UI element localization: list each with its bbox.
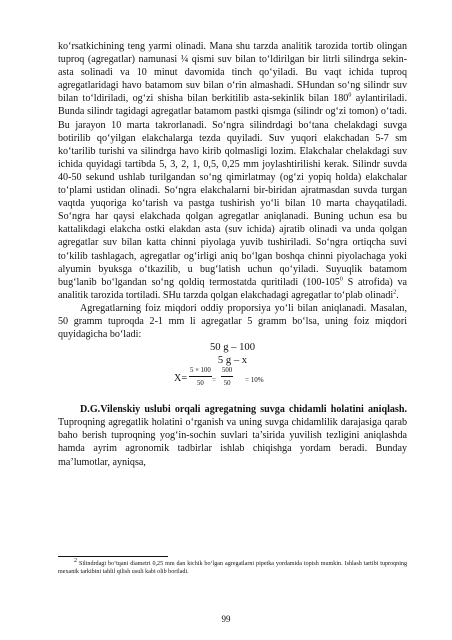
footnote-ref: 2 xyxy=(393,289,397,296)
formula-result: = 10% xyxy=(245,376,264,385)
footnote-separator xyxy=(58,556,168,557)
proportion-line-2: 5 g – x xyxy=(217,355,248,367)
footnote: $^2$ Silindrdagi bo‘tqani diametri 0,25 mm dan kichik bo‘lgan agregatlarni pipetka yordamida topish mumkin. Ishlash tartibi tuproqning mexanik tarkibini tahlil qilish usuli kabi olib boriladi. xyxy=(58,557,407,576)
formula-fraction-1: $\frac{5 \times 100}{50}$ xyxy=(190,367,211,388)
degree-superscript: 0 xyxy=(348,93,352,100)
formula-fraction-2: $\frac{500}{50}$ xyxy=(222,367,233,388)
section-heading: D.G.Vilenskiy uslubi orqali agregatning suvga chidamli holatini aniqlash. xyxy=(80,404,407,416)
paragraph-method: ko‘rsatkichining teng yarmi olinadi. Mana shu tarzda analitik tarozida tortib olingan tuproq (agregatlar) namunasi ¼ qismi suv bilan to‘ldirilgan bir litrli silindrga sekin-asta solinadi va 10 minut davomida tinch qo‘yiladi. Bu vaqt ichida tuproq agregatlaridagi havo batamom suv bilan o‘rin almashadi. SHundan so‘ng silindr suv bilan to‘ldiriladi, og‘zi shisha bilan berkitilib asta-sekinlik bilan $180^0$ aylantiriladi. Bunda silindr tagidagi agregatlar batamom pastki qismga (silindr og‘zi tomon) o‘tadi. Bu jarayon 10 marta takrorlanadi. So‘ngra silindrdagi bo‘tana chelakdagi suvga botirilib qo‘yilgan elakchalarga tezda quyiladi. Suv yuqori elakchadan 5-7 sm ko‘tarilib turishi va silindrga havo kirib qolmasligi lozim. Elakchalar chelakdagi suv ichida quyidagi tartibda 5, 3, 2, 1, 0,5, 0,25 mm joylashtirilishi kerak. Silindr suvda 40-50 sekund ushlab turilgandan so‘ng qimirlatmay (og‘zi yopiq holda) elakchalar to‘plami ustidan olinadi. So‘ngra elakchalarni bir-biridan ajratmasdan suvda turgan vaqtda yuqoriga ko‘tarish va pastga tushirish yo‘li bilan 10 marta chayqatiladi. So‘ngra har qaysi elakchada qolgan agregatlar aniqlanadi. Buning uchun esa bu kattalikdagi elakcha ostki elakdan asta (suv ichida) ajratib olinadi va unda qolgan agregatlar suv bilan katta chinni piyolaga yuvib tushiriladi. So‘ngra ortiqcha suvi to‘kilib tashlagach, agregatlar og‘irligi aniq bo‘lgan boshqa chinni piyolachaga yoki alyumin byuksga o‘tkazilib, u bug‘latish uchun qo‘yiladi. Suyuqlik batamom bug‘lanib bo‘lgandan so‘ng qoldiq termostatda quritiladi ($100-105^0$ S atrofida) va analitik tarozida tortiladi. SHu tarzda qolgan elakchadagi agregatlar to‘plab olinadi$^2$. xyxy=(58,41,407,301)
formula-x-label: X= xyxy=(174,373,188,385)
percentage-formula xyxy=(58,367,407,393)
paragraph-vilenskiy: D.G.Vilenskiy uslubi orqali agregatning suvga chidamli holatini aniqlash. Tuproqning agregatlik holatini o‘rganish va uning suvga chidamlilik darajasiga qarab baho berish tuproqning yog‘in-sochin suvlari ta’sirida yuvilish tezligini aniqlashda hamda ayrim agronomik tadbirlar ishlab chiqishga yordam beradi. Bunday ma’lumotlar, ayniqsa, xyxy=(58,404,407,468)
page-body xyxy=(58,40,407,469)
paragraph-percentage: Agregatlarning foiz miqdori oddiy proporsiya yo‘li bilan aniqlanadi. Masalan, 50 gramm tuproqda 2-1 mm li agregatlar 5 gramm bo‘lsa, uning foiz miqdori quyidagicha bo‘ladi: xyxy=(58,302,407,341)
degree-superscript: 0 xyxy=(339,276,343,283)
page-number: 99 xyxy=(221,614,231,624)
formula-equals: = xyxy=(212,376,216,385)
proportion-line-1: 50 g – 100 xyxy=(209,342,256,354)
